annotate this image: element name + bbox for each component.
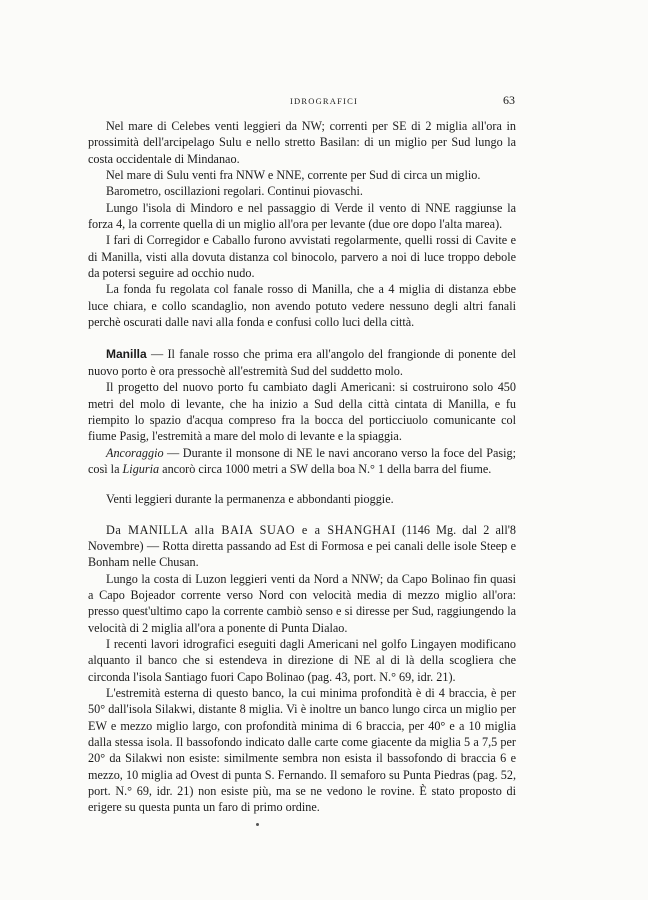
route-text: (1146 Mg. dal 2 all'8 Novembre) — Rotta diretta passando ad Est di Formosa e pei canali delle isole Steep e Bonham nelle Chusan. xyxy=(88,522,516,570)
paragraph-ancoraggio xyxy=(88,445,516,478)
paragraph-mindoro: Lungo l'isola di Mindoro e nel passaggio di Verde il vento di NNE raggiunse la forza 4, la corrente quella di un miglio all'ora per levante (due ore dopo l'alta marea). xyxy=(88,200,516,232)
paragraph-fari: I fari di Corregidor e Caballo furono avvistati regolarmente, quelli rossi di Cavite e di Manilla, visti alla dovuta distanza col binocolo, parvero a noi di luce troppo debole da potersi seguire ad occhio nudo. xyxy=(88,233,516,281)
section-gap xyxy=(88,330,516,346)
section-gap xyxy=(88,477,516,491)
ancoraggio-text-end: ancorò circa 1000 metri a SW della boa N.° 1 della barra del fiume. xyxy=(159,461,492,476)
paragraph-sulu: Nel mare di Sulu venti fra NNW e NNE, corrente per Sud di circa un miglio. xyxy=(106,168,481,183)
manilla-heading: Manilla xyxy=(106,347,147,362)
manilla-text: — Il fanale rosso che prima era all'angolo del frangionde di ponente del nuovo porto è ora pressochè all'estremità Sud del suddetto molo. xyxy=(88,347,516,378)
paragraph-venti: Venti leggieri durante la permanenza e abbondanti pioggie. xyxy=(106,492,394,507)
running-header: IDROGRAFICI xyxy=(290,96,358,106)
paragraph-rotta xyxy=(88,522,516,571)
page-number: 63 xyxy=(503,93,515,107)
section-gap xyxy=(88,508,516,522)
ship-name: Liguria xyxy=(122,461,160,476)
body-text xyxy=(88,118,516,816)
ancoraggio-text: — Durante il monsone di NE le navi ancorano verso la foce del Pasig; così la xyxy=(88,445,516,476)
paragraph-celebes: Nel mare di Celebes venti leggieri da NW; correnti per SE di 2 miglia all'ora in prossimità dell'arcipelago Sulu e nello stretto Basilan: di un miglio per Sud lungo la costa occidentale di Mindanao. xyxy=(88,119,516,166)
paragraph-estremita: L'estremità esterna di questo banco, la cui minima profondità è di 4 braccia, è per 50° dall'isola Silakwi, distante 8 miglia. Vi è inoltre un banco lungo circa un miglio per EW e mezzo miglio largo, con profondità minima di 6 braccia, per 40° e a 10 miglia dalla stessa isola. Il bassofondo indicato dalle carte come giacente da miglia 5 a 7,5 per 20° da Silakwi non esiste: similmente sembra non esista il bassofondo di braccia 6 e mezzo, 10 miglia ad Ovest di punta S. Fernando. Il semaforo su Punta Piedras (pag. 52, port. N.° 69, idr. 21) non esiste più, ma se ne vedono le rovine. È stato proposto di erigere su questa punta un faro di primo ordine. xyxy=(88,686,516,815)
paragraph-barometro: Barometro, oscillazioni regolari. Continui piovaschi. xyxy=(106,184,363,199)
paragraph-lavori: I recenti lavori idrografici eseguiti dagli Americani nel golfo Lingayen modificano alquanto il banco che si estendeva in direzione di NE al di là della scogliera che circonda l'isola Santiago fuori Capo Bolinao (pag. 43, port. N.° 69, idr. 21). xyxy=(88,636,516,684)
paragraph-manilla xyxy=(88,346,516,379)
paragraph-progetto: Il progetto del nuovo porto fu cambiato dagli Americani: si costruirono solo 450 metri del molo di levante, che ha inizio a Sud della città cintata di Manilla, e fu riempito lo spazio d'acqua compreso fra la bocca del porticciuolo comunicante col fiume Pasig, l'estremità a mare del molo di levante e la spiaggia. xyxy=(88,380,516,444)
paragraph-luzon: Lungo la costa di Luzon leggieri venti da Nord a NNW; da Capo Bolinao fin quasi a Capo Bojeador corrente verso Nord con velocità media di mezzo miglio all'ora: presso quest'ultimo capo la corrente cambiò senso e si diresse per Sud, raggiungendo la velocità di 2 miglia all'ora a ponente di Punta Dialao. xyxy=(88,571,516,635)
route-heading: Da MANILLA alla BAIA SUAO e a SHANGHAI xyxy=(106,522,396,537)
paragraph-fonda: La fonda fu regolata col fanale rosso di Manilla, che a 4 miglia di distanza ebbe luce chiara, e collo scandaglio, non avendo potuto vedere nessuno degli altri fanali perchè oscurati dalle navi alla fonda e confusi collo luci della città. xyxy=(88,282,516,330)
ancoraggio-heading: Ancoraggio xyxy=(106,445,164,460)
stray-ink-mark xyxy=(256,823,259,826)
